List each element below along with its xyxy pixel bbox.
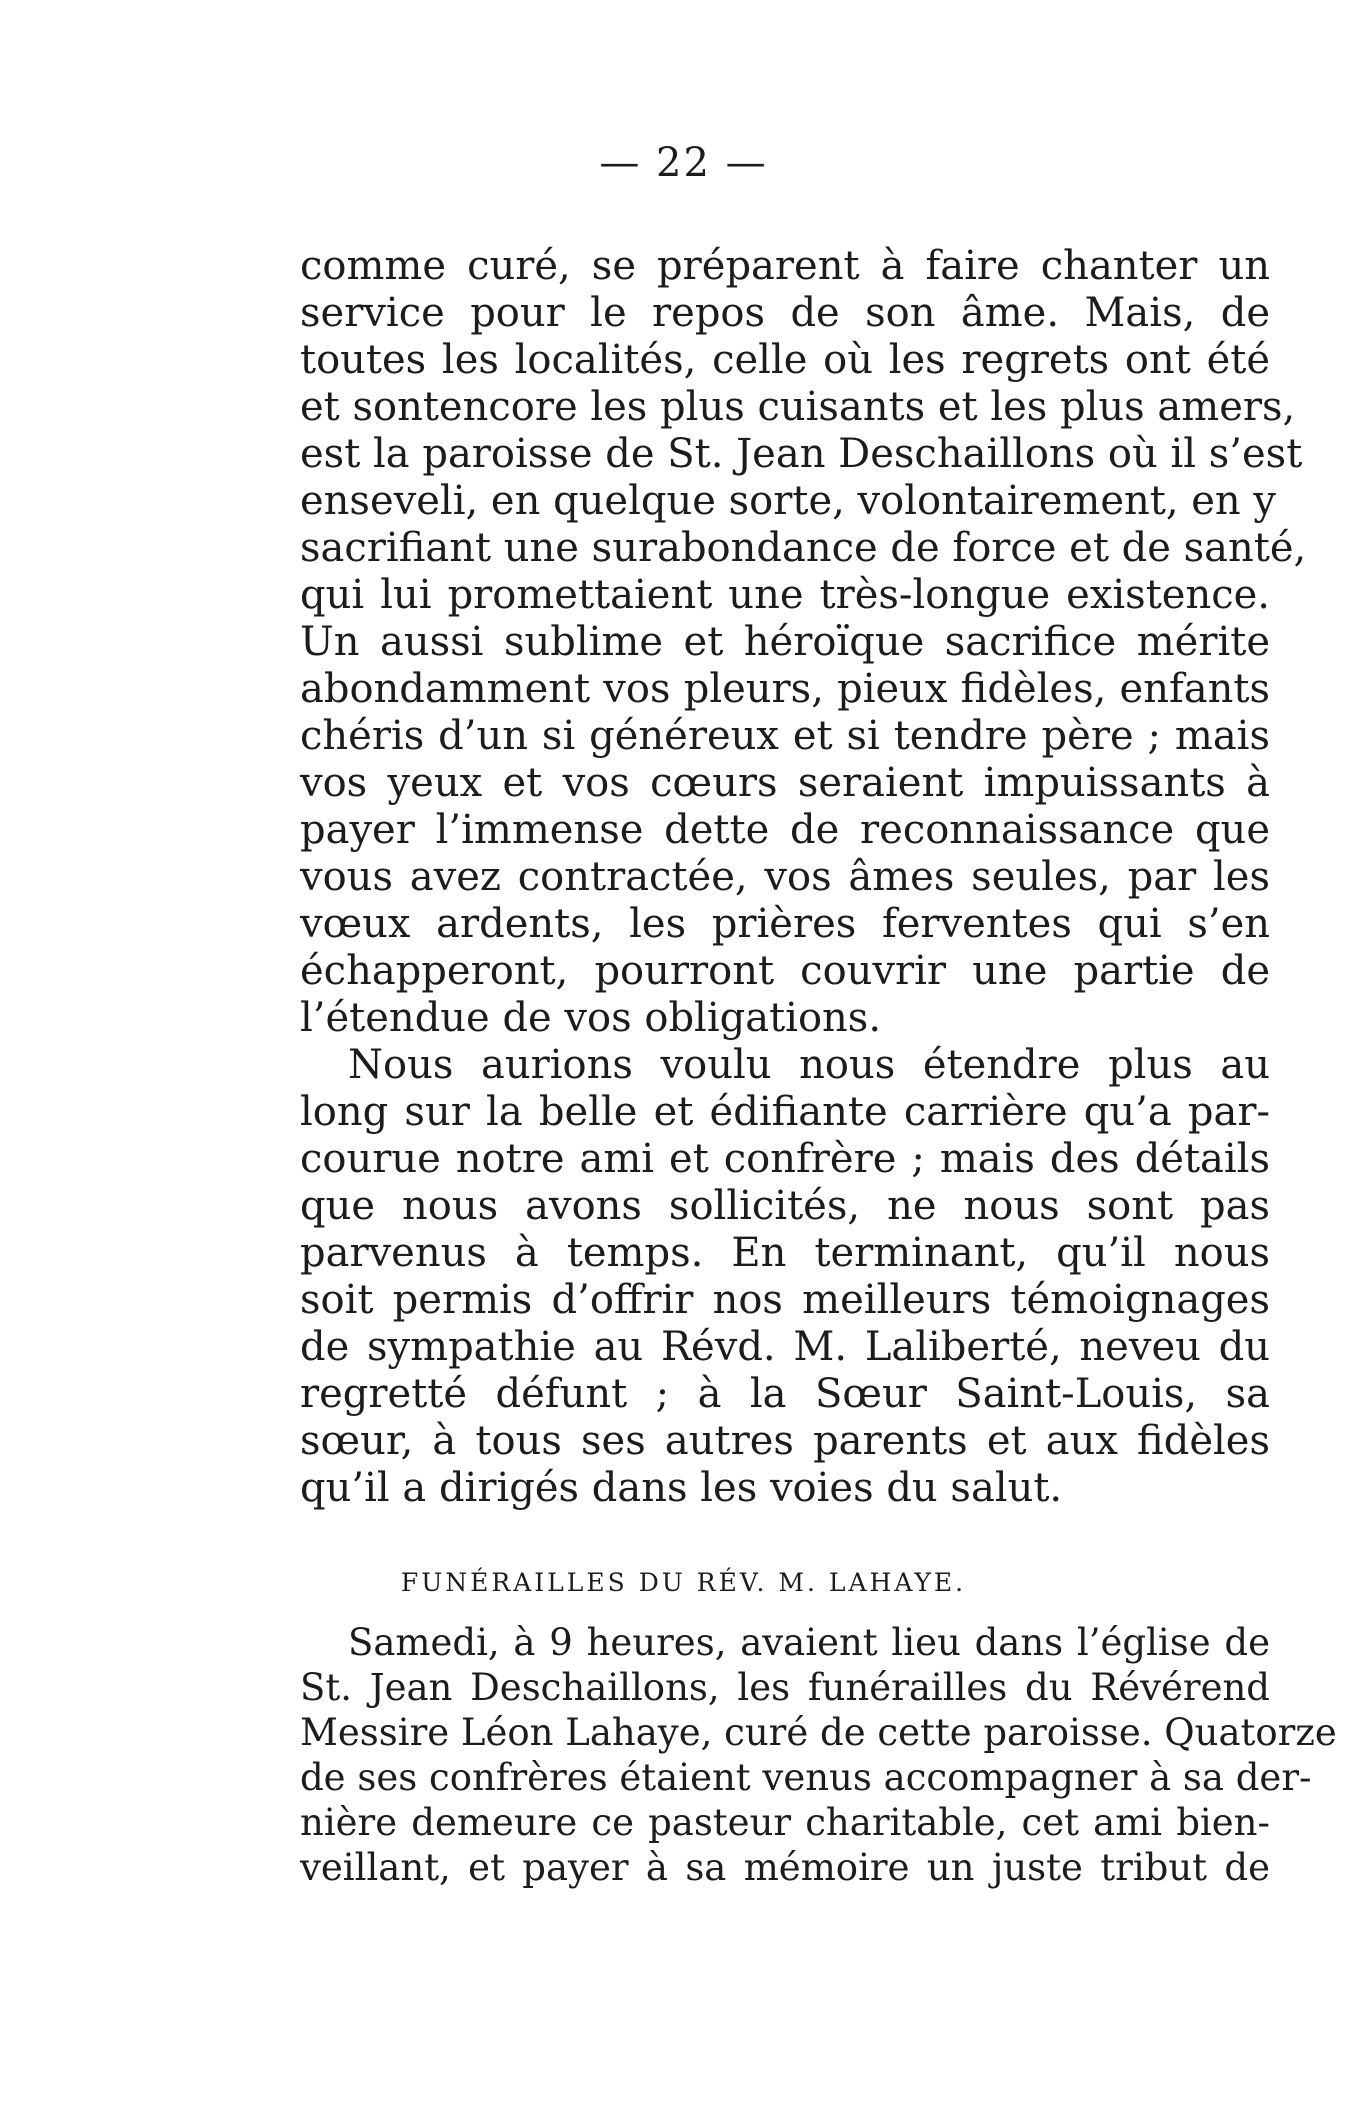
text-line: et sontencore les plus cuisants et les plus amers, [300,384,1296,430]
text-line: que nous avons sollicités, ne nous sont pas [300,1183,1270,1229]
text-line: parvenus à temps. En terminant, qu’il nous [300,1230,1270,1276]
paragraph-tribute [300,1042,1270,1512]
text-line: payer l’immense dette de reconnaissance que [300,807,1270,853]
text-line: de sympathie au Révd. M. Laliberté, neveu du [300,1324,1270,1370]
text-line: nière demeure ce pasteur charitable, cet ami bien- [300,1801,1270,1844]
text-line: sacrifiant une surabondance de force et de santé, [300,525,1307,571]
text-line: vœux ardents, les prières ferventes qui s’en [300,901,1270,947]
text-line: vos yeux et vos cœurs seraient impuissants à [300,760,1270,806]
text-line: de ses confrères étaient venus accompagner à sa der- [300,1756,1312,1799]
text-line: courue notre ami et confrère ; mais des détails [300,1136,1270,1182]
funeral-paragraph [300,1620,1337,1890]
text-line: comme curé, se préparent à faire chanter un [300,243,1270,289]
text-line: service pour le repos de son âme. Mais, de [300,290,1270,336]
paragraph-continuation [300,243,1307,1042]
text-line: toutes les localités, celle où les regrets ont été [300,337,1270,383]
text-line: Nous aurions voulu nous étendre plus au [348,1042,1270,1088]
main-text [300,243,1307,1512]
text-line: Messire Léon Lahaye, curé de cette paroisse. Quatorze [300,1711,1337,1754]
text-line: St. Jean Deschaillons, les funérailles du Révérend [300,1666,1270,1709]
text-line: qu’il a dirigés dans les voies du salut. [300,1465,1063,1511]
text-line: l’étendue de vos obligations. [300,995,882,1041]
text-line: veillant, et payer à sa mémoire un juste tribut de [300,1846,1270,1889]
text-line: Samedi, à 9 heures, avaient lieu dans l’église de [348,1621,1270,1664]
page-number: — 22 — [599,140,768,186]
text-line: qui lui promettaient une très-longue existence. [300,572,1270,618]
text-line: échapperont, pourront couvrir une partie de [300,948,1270,994]
text-line: vous avez contractée, vos âmes seules, par les [300,854,1270,900]
text-line: abondamment vos pleurs, pieux fidèles, enfants [300,666,1270,712]
text-line: soit permis d’offrir nos meilleurs témoignages [300,1277,1270,1323]
text-line: sœur, à tous ses autres parents et aux fidèles [300,1418,1270,1464]
text-line: enseveli, en quelque sorte, volontairement, en y [300,478,1276,524]
text-line: est la paroisse de St. Jean Deschaillons où il s’est [300,431,1303,477]
text-line: chéris d’un si généreux et si tendre père ; mais [300,713,1270,759]
section-heading: FUNÉRAILLES DU RÉV. M. LAHAYE. [400,1568,967,1597]
text-line: Un aussi sublime et héroïque sacrifice mérite [300,619,1270,665]
text-line: regretté défunt ; à la Sœur Saint-Louis, sa [300,1371,1270,1417]
text-line: long sur la belle et édifiante carrière qu’a par- [300,1089,1270,1135]
